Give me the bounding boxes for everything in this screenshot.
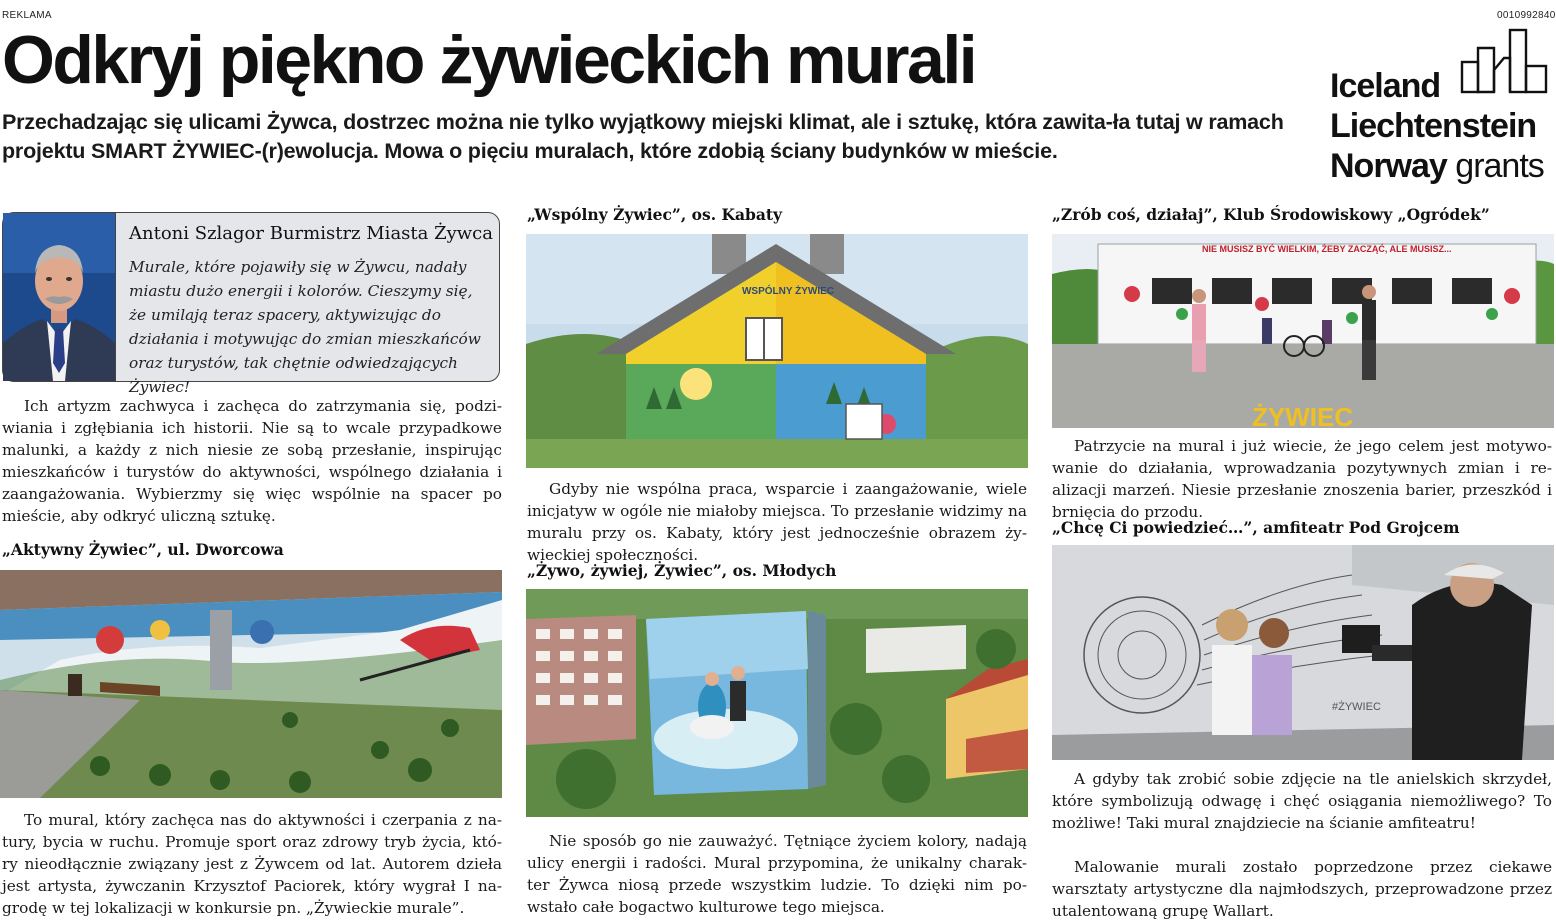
section-title-chce: „Chcę Ci powiedzieć…”, amfiteatr Pod Grojcem <box>1052 518 1460 537</box>
photo-mural-wspolny <box>526 234 1028 468</box>
wall-tag-text: #ŻYWIEC <box>1332 701 1381 713</box>
grants-logo-icon <box>1460 28 1550 94</box>
section-title-aktywny: „Aktywny Żywiec”, ul. Dworcowa <box>2 540 284 559</box>
closing-paragraph: Malowanie murali zostało poprzedzone przez ciekawe warsztaty artystyczne dla najmłodszych, przeprowadzone przez utalentowaną grupę Wallart. <box>1052 858 1552 920</box>
logo-line-norway-grants <box>1330 146 1544 186</box>
logo-line-liechtenstein: Liechtenstein <box>1330 107 1537 145</box>
mayor-quote: Murale, które pojawiły się w Żywcu, nadały miastu dużo energii i kolorów. Cieszymy się, że umilają teraz spacery, aktywizując do działania i motywując do zmian mieszkańców oraz turystów, tak chętnie odwiedzających Żywiec! <box>129 258 481 396</box>
aktywny-paragraph: To mural, który zachęca nas do aktywności i czerpania z na-tury, bycia w ruchu. Promuje sport oraz zdrowy tryb życia, któ-ry nieodłącznie związany jest z Żywcem od lat. Autorem dzieła jest artysta, żywczanin Krzysztof Paciorek, który wygrał I na-grodę w tej lokalizacji w konkursie pn. „Żywieckie murale”. <box>2 811 502 917</box>
intro-text <box>2 395 502 527</box>
section-title-zrob: „Zrób coś, działaj”, Klub Środowiskowy „Ogródek” <box>1052 205 1490 224</box>
photo-mural-zywo <box>526 589 1028 817</box>
mural-zrob-slogan: NIE MUSISZ BYĆ WIELKIM, ŻEBY ZACZĄĆ, ALE MUSISZ... <box>1202 244 1452 254</box>
intro-paragraph: Ich artyzm zachwyca i zachęca do zatrzymania się, podzi-wiania i zgłębiania ich historii. Nie są to wcale przypadkowe malunki, a każdy z nich niesie ze sobą przesłanie, inspirując mieszkańców i turystów do aktywności, wspólnego działania i zaangażowania. Wybierzmy się więc wspólnie na spacer po mieście, aby odkryć uliczną sztukę. <box>2 397 502 525</box>
mural-zrob-floor-text: ŻYWIEC <box>1252 402 1354 432</box>
photo-mural-zrob <box>1052 234 1554 432</box>
mayor-name: Antoni Szlagor Burmistrz Miasta Żywca <box>129 223 493 244</box>
wspolny-paragraph: Gdyby nie wspólna praca, wsparcie i zaangażowanie, wiele inicjatyw w ogóle nie miałoby miejsca. To przesłanie widzimy na muralu przy os. Kabaty, który jest jednocześnie obrazem ży-wieckiej społeczności. <box>527 480 1027 564</box>
advertisement-tag: REKLAMA <box>2 10 52 21</box>
chce-paragraph: A gdyby tak zrobić sobie zdjęcie na tle anielskich skrzydeł, które symbolizują odwagę i chęć osiągania niemożliwego? To możliwe! Taki mural znajdziecie na ścianie amfiteatru! <box>1052 770 1552 832</box>
section-title-wspolny: „Wspólny Żywiec”, os. Kabaty <box>527 205 783 224</box>
page-title: Odkryj piękno żywieckich murali <box>2 22 976 98</box>
zrob-paragraph: Patrzycie na mural i już wiecie, że jego celem jest motywo-wanie do działania, wprowadzania pozytywnych zmian i re-alizacji marzeń. Niesie przesłanie znoszenia barier, przeszkód i brnięcia do przodu. <box>1052 437 1552 521</box>
zywo-paragraph: Nie sposób go nie zauważyć. Tętniące życiem kolory, nadają ulicy energii i radości. Mural przypomina, że unikalny charak-ter Żywca niosą przede wszystkim ludzie. To dzięki nim po-wstało całe bogactwo kulturowe tego miejsca. <box>527 832 1027 916</box>
photo-mural-aktywny <box>0 570 502 798</box>
lead-paragraph: Przechadzając się ulicami Żywca, dostrzec można nie tylko wyjątkowy miejski klimat, ale i sztukę, która zawita-ła tutaj w ramach projektu SMART ŻYWIEC-(r)ewolucja. Mowa o pięciu muralach, które zdobią ściany budynków w mieście. <box>2 110 1284 163</box>
mayor-quote-box <box>2 212 500 396</box>
logo-grants: grants <box>1455 147 1544 185</box>
mayor-portrait <box>3 213 116 381</box>
logo-norway: Norway <box>1330 147 1447 185</box>
eea-grants-logo <box>1330 28 1554 188</box>
mural-wspolny-label: WSPÓLNY ŻYWIEC <box>741 286 835 297</box>
zrob-text <box>1052 435 1552 523</box>
section-title-zywo: „Żywo, żywiej, Żywiec”, os. Młodych <box>527 561 837 580</box>
logo-line-iceland: Iceland <box>1330 67 1441 105</box>
ad-number: 0010992840 <box>1497 10 1556 21</box>
chce-text <box>1052 768 1552 922</box>
aktywny-text <box>2 809 502 919</box>
wspolny-text <box>527 478 1027 566</box>
photo-mural-chce <box>1052 545 1554 760</box>
zywo-text <box>527 830 1027 918</box>
